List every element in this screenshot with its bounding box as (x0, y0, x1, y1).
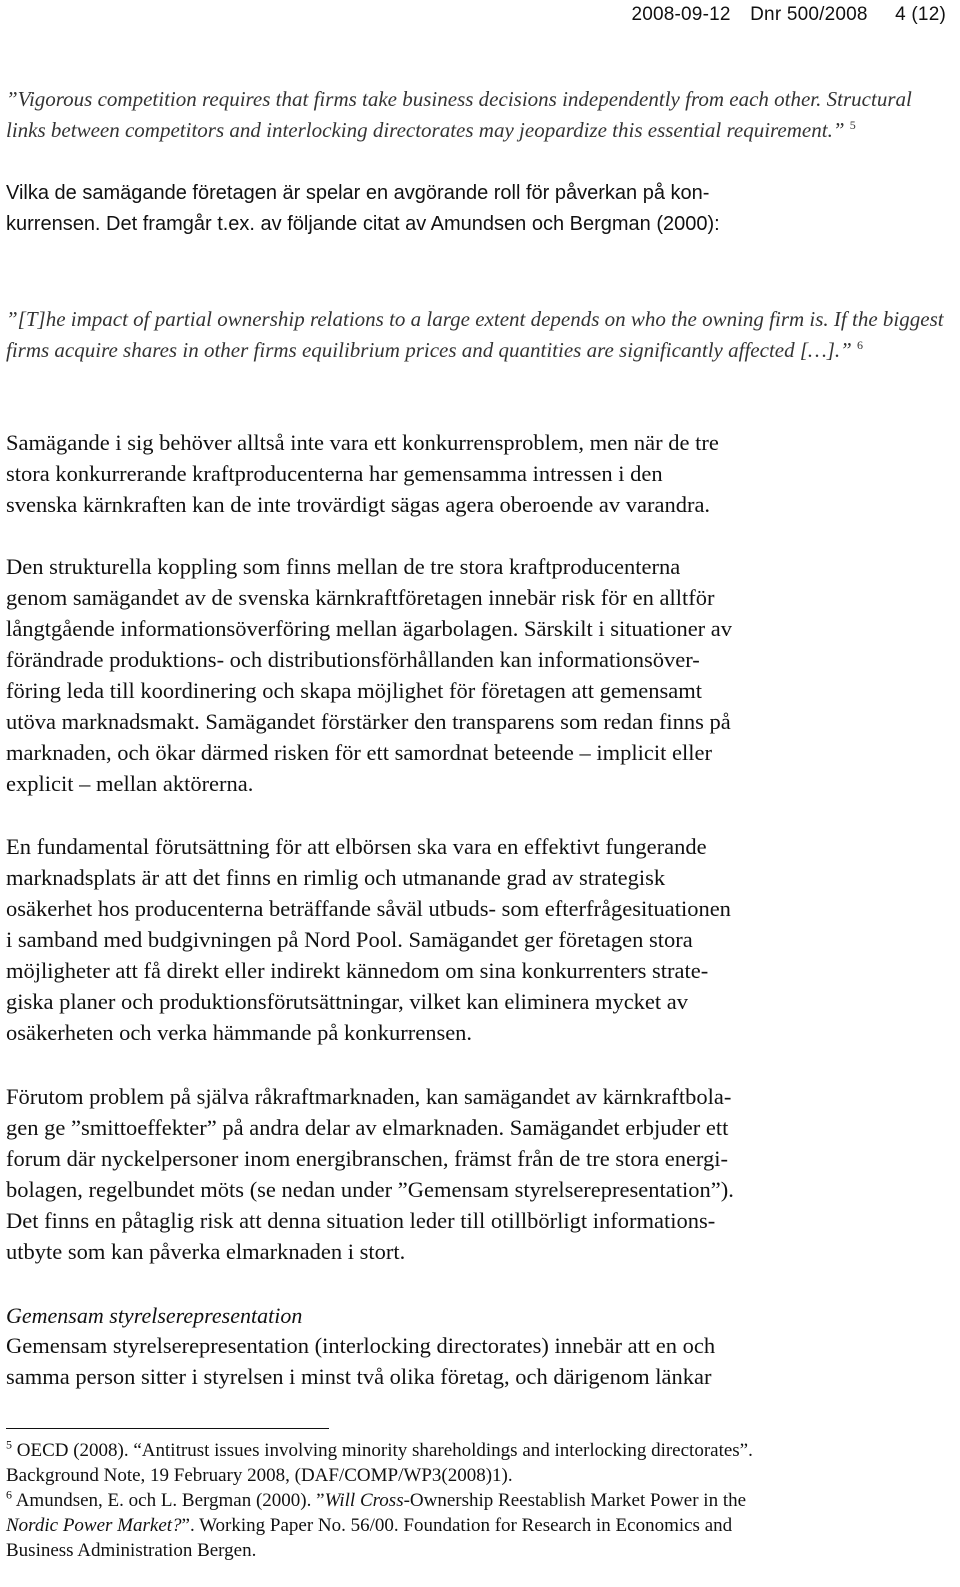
paragraph-line: föring leda till koordinering och skapa möjlighet för företagen att gemensamt (6, 678, 703, 703)
footnote-line: Background Note, 19 February 2008, (DAF/COMP/WP3(2008)1). (6, 1465, 513, 1486)
footnote-line: Business Administration Bergen. (6, 1540, 257, 1561)
footnote-ref-5: 5 (849, 118, 856, 132)
footnote-line: Nordic Power Market?”. Working Paper No. 56/00. Foundation for Research in Economics and (6, 1515, 733, 1536)
paragraph-section (6, 1330, 950, 1392)
paragraph-line: giska planer och produktionsförutsättningar, vilket kan eliminera mycket av (6, 989, 689, 1014)
quote-oecd (6, 84, 950, 146)
page-header (631, 4, 946, 26)
header-page-number: 4 (12) (895, 4, 946, 25)
header-reference: Dnr 500/2008 (750, 4, 868, 25)
paragraph-line: Förutom problem på själva råkraftmarknaden, kan samägandet av kärnkraftbola- (6, 1084, 732, 1109)
paragraph-line: möjligheter att få direkt eller indirekt kännedom om sina konkurrenters strate- (6, 958, 709, 983)
paragraph-line: långtgående informationsöverföring mellan ägarbolagen. Särskilt i situationer av (6, 616, 733, 641)
paragraph-line: samma person sitter i styrelsen i minst två olika företag, och därigenom länkar (6, 1364, 712, 1389)
paragraph-line: utbyte som kan påverka elmarknaden i stort. (6, 1239, 406, 1264)
footnote-line: $^5$ OECD (2008). “Antitrust issues involving minority shareholdings and interlocking directorates”. (6, 1437, 753, 1461)
footnote-5 (6, 1438, 950, 1488)
paragraph-2 (6, 551, 950, 799)
footnote-6 (6, 1488, 950, 1563)
paragraph-line: marknaden, och ökar därmed risken för ett samordnat beteende – implicit eller (6, 740, 712, 765)
paragraph-3 (6, 831, 950, 1048)
paragraph-line: gen ge ”smittoeffekter” på andra delar av elmarknaden. Samägandet erbjuder ett (6, 1115, 729, 1140)
footnote-number: 5 (6, 1437, 12, 1452)
footnote-line: $^6$ Amundsen, E. och L. Bergman (2000). ”Will Cross-Ownership Reestablish Market Power in the (6, 1487, 747, 1511)
paragraph-line: marknadsplats är att det finns en rimlig och utmanande grad av strategisk (6, 865, 666, 890)
paragraph-1 (6, 427, 950, 520)
paragraph-line: forum där nyckelpersoner inom energibranschen, främst från de tre stora energi- (6, 1146, 729, 1171)
paragraph-line: Den strukturella koppling som finns mellan de tre stora kraftproducenterna (6, 554, 681, 579)
quote-amundsen-text: ”[T]he impact of partial ownership relations to a large extent depends on who the owning firm is. If the biggest firms acquire shares in other firms equilibrium prices and quantities are significantly affected […].” (6, 307, 944, 362)
paragraph-line: Vilka de samägande företagen är spelar en avgörande roll för påverkan på kon- (6, 182, 710, 204)
paragraph-line: kurrensen. Det framgår t.ex. av följande citat av Amundsen och Bergman (2000): (6, 213, 720, 235)
footnote-separator (6, 1428, 329, 1429)
paragraph-line: Det finns en påtaglig risk att denna situation leder till otillbörligt informations- (6, 1208, 716, 1233)
section-heading: Gemensam styrelserepresentation (6, 1303, 303, 1328)
paragraph-line: osäkerhet hos producenterna beträffande såväl utbuds- som efterfrågesituationen (6, 896, 731, 921)
paragraph-line: Gemensam styrelserepresentation (interlocking directorates) innebär att en och (6, 1333, 716, 1358)
paragraph-line: i samband med budgivningen på Nord Pool. Samägandet ger företagen stora (6, 927, 693, 952)
paragraph-line: förändrade produktions- och distributionsförhållanden kan informationsöver- (6, 647, 700, 672)
paragraph-line: stora konkurrerande kraftproducenterna har gemensamma intressen i den (6, 461, 663, 486)
header-date: 2008-09-12 (631, 4, 731, 25)
paragraph-line: genom samägandet av de svenska kärnkraftföretagen innebär risk för en alltför (6, 585, 715, 610)
paragraph-line: utöva marknadsmakt. Samägandet förstärker den transparens som redan finns på (6, 709, 731, 734)
paragraph-line: explicit – mellan aktörerna. (6, 771, 254, 796)
quote-amundsen-bergman (6, 304, 950, 366)
paragraph-line: Samägande i sig behöver alltså inte vara ett konkurrensproblem, men när de tre (6, 430, 719, 455)
paragraph-line: bolagen, regelbundet möts (se nedan under ”Gemensam styrelserepresentation”). (6, 1177, 734, 1202)
footnote-number: 6 (6, 1487, 12, 1502)
paragraph-line: En fundamental förutsättning för att elbörsen ska vara en effektivt fungerande (6, 834, 707, 859)
paragraph-line: svenska kärnkraften kan de inte trovärdigt sägas agera oberoende av varandra. (6, 492, 711, 517)
paragraph-intro (6, 178, 950, 240)
paragraph-line: osäkerheten och verka hämmande på konkurrensen. (6, 1020, 473, 1045)
quote-oecd-text: ”Vigorous competition requires that firms take business decisions independently from each other. Structural links between competitors and interlocking directorates may jeopardize this essential requirement.” (6, 87, 912, 142)
paragraph-4 (6, 1081, 950, 1267)
footnote-ref-6: 6 (857, 338, 864, 352)
